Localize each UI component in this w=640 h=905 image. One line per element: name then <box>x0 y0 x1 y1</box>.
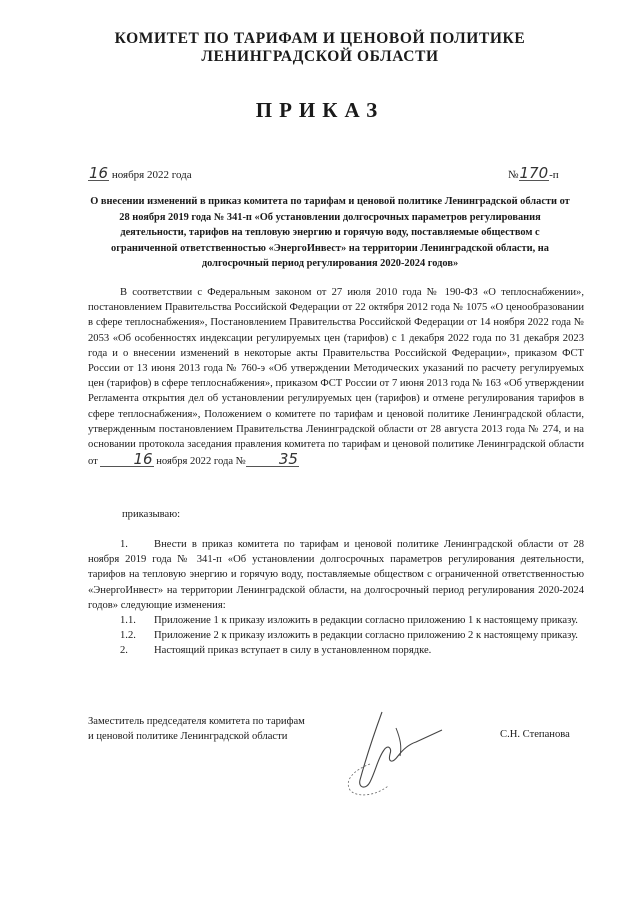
signatory-name: С.Н. Степанова <box>500 729 570 740</box>
order-item <box>88 628 584 643</box>
item-number: 1.1. <box>120 615 136 627</box>
role-line-1: Заместитель председателя комитета по тарифам <box>88 716 305 727</box>
order-item <box>88 643 584 658</box>
date-rest: ноября 2022 года <box>111 169 192 181</box>
preamble-tail: ноября 2022 года № <box>156 456 246 468</box>
order-item <box>88 537 584 613</box>
preamble-text: В соответствии с Федеральным законом от 27 июля 2010 года № 190-ФЗ «О теплоснабжении», постановлением Правительства Российской Федерации от 22 октября 2012 года № 1075 «О ценообразовании в сфере теплоснабжения», Постановлением Правительства Российской Федерации от 14 ноября 2022 года № 2053 «Об особенностях индексации регулируемых цен (тарифов) с 1 декабря 2022 года по 31 декабря 2023 года и о внесении изменений в некоторые акты Правительства Российской Федерации», приказом ФСТ России от 13 июня 2013 года № 760-э «Об утверждении Методических указаний по расчету регулируемых цен (тарифов) в сфере теплоснабжения», приказом ФСТ России от 7 июня 2013 года № 163 «Об утверждении Регламента открытия дел об установлении регулируемых цен (тарифов) и отмене регулирования тарифов в сфере теплоснабжения», Положением о комитете по тарифам и ценовой политике Ленинградской области, утвержденным постановлением Правительства Ленинградской области от 28 августа 2013 года № 274, и на основании протокола заседания правления комитета по тарифам и ценовой политике Ленинградской области от <box>88 287 584 468</box>
orders-word: приказываю: <box>122 509 181 520</box>
handwritten-number: 170 <box>519 164 549 182</box>
number-prefix: № <box>508 169 519 181</box>
handwritten-day: 16 <box>89 164 109 182</box>
handwritten-signature <box>330 700 450 800</box>
order-item <box>88 613 584 628</box>
document-date <box>88 166 192 181</box>
preamble <box>88 285 584 469</box>
item-text: Приложение 1 к приказу изложить в редакции согласно приложению 1 к настоящему приказу. <box>154 615 578 627</box>
item-number: 1.2. <box>120 630 136 642</box>
handwritten-protocol-day: 16 <box>100 452 153 467</box>
document-number <box>508 166 559 181</box>
signatory-role <box>88 714 348 745</box>
document-title: ПРИКАЗ <box>255 98 385 122</box>
document-subject: О внесении изменений в приказ комитета по тарифам и ценовой политике Ленинградской области от 28 ноября 2019 года № 341-п «Об установлении долгосрочных параметров регулирования деятельности, тарифов на тепловую энергию и горячую воду, поставляемые обществом с ограниченной ответственностью «ЭнергоИнвест» на территории Ленинградской области, на долгосрочный период регулирования 2020-2024 годов» <box>90 196 570 270</box>
org-line-1: КОМИТЕТ ПО ТАРИФАМ И ЦЕНОВОЙ ПОЛИТИКЕ <box>114 30 526 47</box>
item-number: 2. <box>120 645 128 657</box>
item-text: Настоящий приказ вступает в силу в установленном порядке. <box>154 645 432 657</box>
item-number: 1. <box>120 539 128 550</box>
preamble-paragraph <box>88 285 584 469</box>
role-line-2: и ценовой политике Ленинградской области <box>88 731 288 743</box>
number-suffix: -п <box>549 169 559 181</box>
organization-header <box>0 30 640 66</box>
order-items <box>88 537 584 659</box>
item-text: Внести в приказ комитета по тарифам и ценовой политике Ленинградской области от 28 ноября 2019 года № 341-п «Об установлении долгосрочных параметров регулирования деятельности, тарифов на тепловую энергию и горячую воду, поставляемые обществом с ограниченной ответственностью «ЭнергоИнвест» на территории Ленинградской области, на долгосрочный период регулирования 2020-2024 годов» следующие изменения: <box>88 539 584 611</box>
item-text: Приложение 2 к приказу изложить в редакции согласно приложению 2 к настоящему приказу. <box>154 630 578 642</box>
handwritten-protocol-number: 35 <box>246 452 299 467</box>
org-line-2: ЛЕНИНГРАДСКОЙ ОБЛАСТИ <box>201 48 439 65</box>
